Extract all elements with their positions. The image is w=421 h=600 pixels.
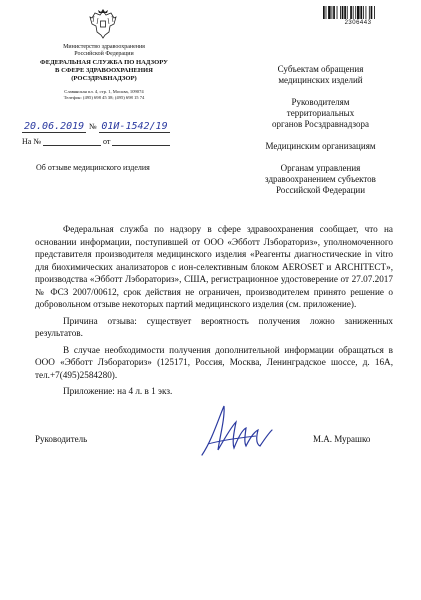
recipient-group [253,141,388,152]
from-date-blank [112,145,170,146]
agency-line: (РОСЗДРАВНАДЗОР) [71,75,137,82]
recipient-line: Российской Федерации [275,185,366,195]
signatory-name: М.А. Мурашко [313,434,371,444]
letter-subject: Об отзыве медицинского изделия [36,163,150,172]
barcode-bar [353,6,354,19]
body-paragraph: Федеральная служба по надзору в сфере здравоохранения сообщает, что на основании информации, поступившей от ООО «Эбботт Лэбораториз», уполномоченного представителя производителя медицинского изделия «Реагенты диагностические in vitro для биохимических анализаторов с ион-селективным блоком AEROSET и ARCHITECT», производства «Эбботт Лэбораториз», США, регистрационное удостоверение от 27.07.2017 № ФСЗ 2007/00612, срок действия не ограничен, производителем принято решение о добровольном отзыве некоторых партий медицинского изделия (см. приложение). [35,224,393,309]
recipient-line: территориальных [286,108,355,118]
barcode-bar [340,6,341,19]
barcode-bar [323,6,325,19]
recipient-line: Субъектам обращения [277,64,364,74]
barcode-bar [357,6,360,19]
recipient-line: Органам управления [280,163,361,173]
recipient-line: медицинских изделий [278,75,363,85]
state-emblem-icon [88,8,118,40]
recipient-line: органов Росздравнадзора [272,119,369,129]
recipient-group [253,97,388,130]
address-line: Славянская пл. 4, стр. 1, Москва, 109074 [64,89,144,94]
signatory-title: Руководитель [35,434,88,444]
agency-line: ФЕДЕРАЛЬНАЯ СЛУЖБА ПО НАДЗОРУ [40,59,168,66]
barcode-bar [328,6,331,19]
barcode-bar [333,6,335,19]
registration-number: 01И-1542/19 [101,121,168,132]
barcode-bar [332,6,333,19]
barcode [323,6,393,19]
recipient-group [253,163,388,196]
body-paragraph: В случае необходимости получения дополнительной информации обращаться в ООО «Эбботт Лэбораториз» (125171, Россия, Москва, Ленинградское шоссе, д. 16А, тел.+7(495)2584280). [35,344,393,380]
sender-block [20,44,188,100]
on-number-label: На № [22,137,41,146]
ministry-line: Министерство здравоохранения [63,44,145,50]
barcode-bar [369,6,370,19]
phone-line: Телефон: (495) 698 45 38; (495) 698 15 74 [63,94,145,100]
handwritten-signature [198,400,274,462]
barcode-bar [360,6,362,19]
barcode-bar [366,6,367,19]
registration-date: 20.06.2019 [24,121,85,132]
recipient-line: Медицинским организациям [265,141,376,151]
ministry-line: Российской Федерации [74,51,134,57]
barcode-bar [350,6,352,19]
barcode-bar [347,6,348,19]
recipient-line: здравоохранением субъектов [265,174,376,184]
recipient-group [253,64,388,86]
number-label: № [88,122,97,131]
reply-to-line [22,137,170,146]
barcode-bar [342,6,344,19]
barcode-bar [363,6,364,19]
from-label: от [102,137,111,146]
barcode-bar [355,6,356,19]
agency-line: В СФЕРЕ ЗДРАВООХРАНЕНИЯ [55,67,153,74]
barcode-bar [337,6,338,19]
recipients-block [253,64,388,207]
barcode-bar [326,6,327,19]
letter-body [35,223,393,402]
body-paragraph: Причина отзыва: существует вероятность получения ложно заниженных результатов. [35,315,393,338]
barcode-bar [371,6,373,19]
barcode-bar [344,6,346,19]
registration-line [22,120,170,132]
attachment-note: Приложение: на 4 л. в 1 экз. [63,386,173,396]
barcode-bar [374,6,375,19]
on-number-blank [43,145,101,146]
barcode-number: 2306443 [344,20,372,26]
recipient-line: Руководителям [291,97,350,107]
